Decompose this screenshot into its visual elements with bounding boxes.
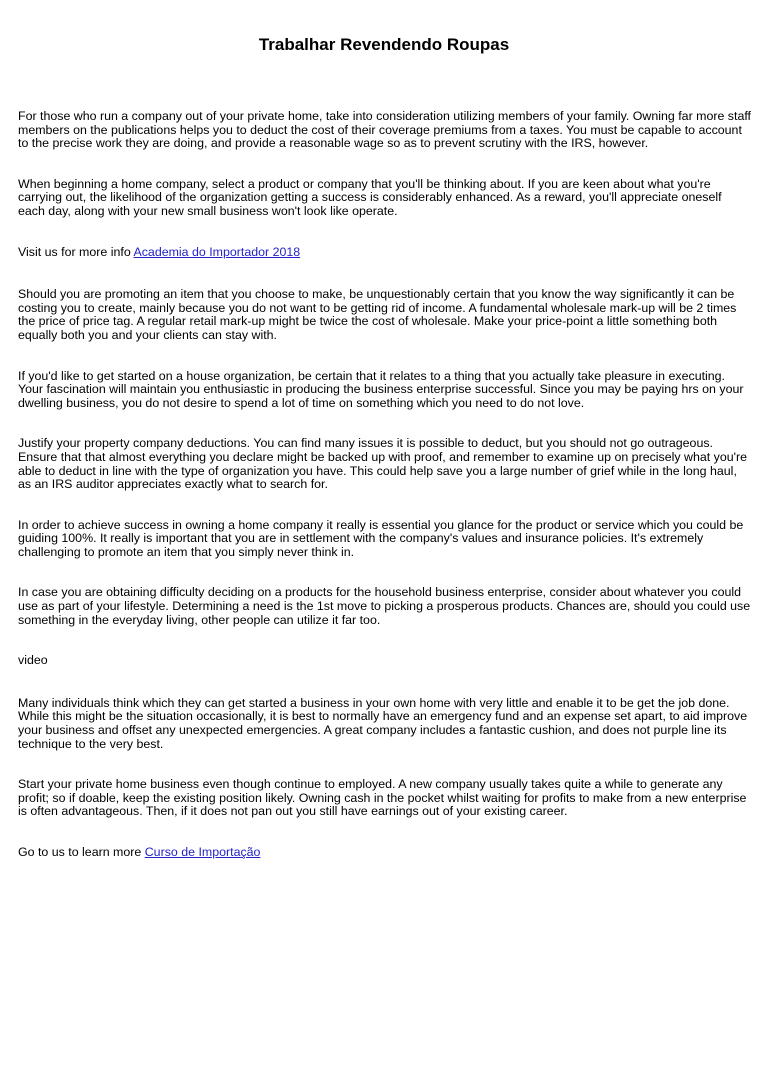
paragraph-9: Start your private home business even though continue to employed. A new company usually takes quite a while to generate any profit; so if doable, keep the existing position likely. Owning cash in the pocket whilst waiting for profits to make from a new enterprise is often advantageous. Then, if it does not pan out you still have earnings out of your existing career.	[18, 777, 747, 819]
paragraph-3: Should you are promoting an item that you choose to make, be unquestionably certain that you know the way significantly it can be costing you to create, mainly because you do not want to be getting rid of income. A fundamental wholesale mark-up will be 2 times the price of price tag. A regular retail mark-up might be twice the cost of wholesale. Make your price-point a little something both equally both you and your clients can stay with.	[18, 287, 737, 342]
visit-line-prefix: Visit us for more info	[18, 244, 134, 259]
visit-line	[18, 246, 751, 260]
closing-line	[18, 846, 751, 860]
paragraph-8: Many individuals think which they can get started a business in your own home with very little and enable it to be get the job done. While this might be the situation occasionally, it is best to normally have an emergency fund and an expense set apart, to aid improve your business and offset any unexpected emergencies. A great company includes a fantastic cushion, and does not purple line its technique to the very best.	[18, 695, 748, 751]
video-label: video	[18, 653, 48, 668]
document-body	[18, 110, 751, 887]
paragraph-5: Justify your property company deductions. You can find many issues it is possible to deduct, but you should not go outrageous. Ensure that that almost everything you declare might be backed up with proof, and remember to examine up on precisely what you're able to deduct in line with the type of organization you have. This could help save you a large number of grief while in the long haul, as an IRS auditor appreciates exactly what to search for.	[18, 436, 747, 492]
paragraph-1: For those who run a company out of your private home, take into consideration utilizing members of your family. Owning far more staff members on the publications helps you to deduct the cost of their coverage premiums from a taxes. You must be capable to account to the precise work they are doing, and provide a reasonable wage so as to prevent scrutiny with the IRS, however.	[18, 109, 751, 151]
page-title: Trabalhar Revendendo Roupas	[258, 35, 510, 54]
closing-line-prefix: Go to us to learn more	[18, 845, 145, 859]
curso-link[interactable]: Curso de Importação	[144, 845, 261, 859]
paragraph-4: If you'd like to get started on a house organization, be certain that it relates to a thing that you actually take pleasure in executing. Your fascination will maintain you enthusiastic in producing the business enterprise successful. Since you may be paying hrs on your dwelling business, you do not desire to spend a lot of time on something which you need to do not love.	[18, 368, 744, 410]
paragraph-2: When beginning a home company, select a product or company that you'll be thinking about. If you are keen about what you're carrying out, the likelihood of the organization getting a success is considerably enhanced. As a reward, you'll appreciate oneself each day, along with your new small business won't look like operate.	[18, 176, 722, 218]
academia-link[interactable]: Academia do Importador 2018	[133, 244, 301, 259]
paragraph-7: In case you are obtaining difficulty deciding on a products for the household business enterprise, consider about whatever you could use as part of your lifestyle. Determining a need is the 1st move to picking a prosperous products. Chances are, should you could use something in the everyday living, other people can utilize it far too.	[18, 585, 751, 627]
paragraph-6: In order to achieve success in owning a home company it really is essential you glance for the product or service which you could be guiding 100%. It really is important that you are in settlement with the company's values and insurance policies. It's extremely challenging to promote an item that you simply never think in.	[18, 517, 744, 559]
